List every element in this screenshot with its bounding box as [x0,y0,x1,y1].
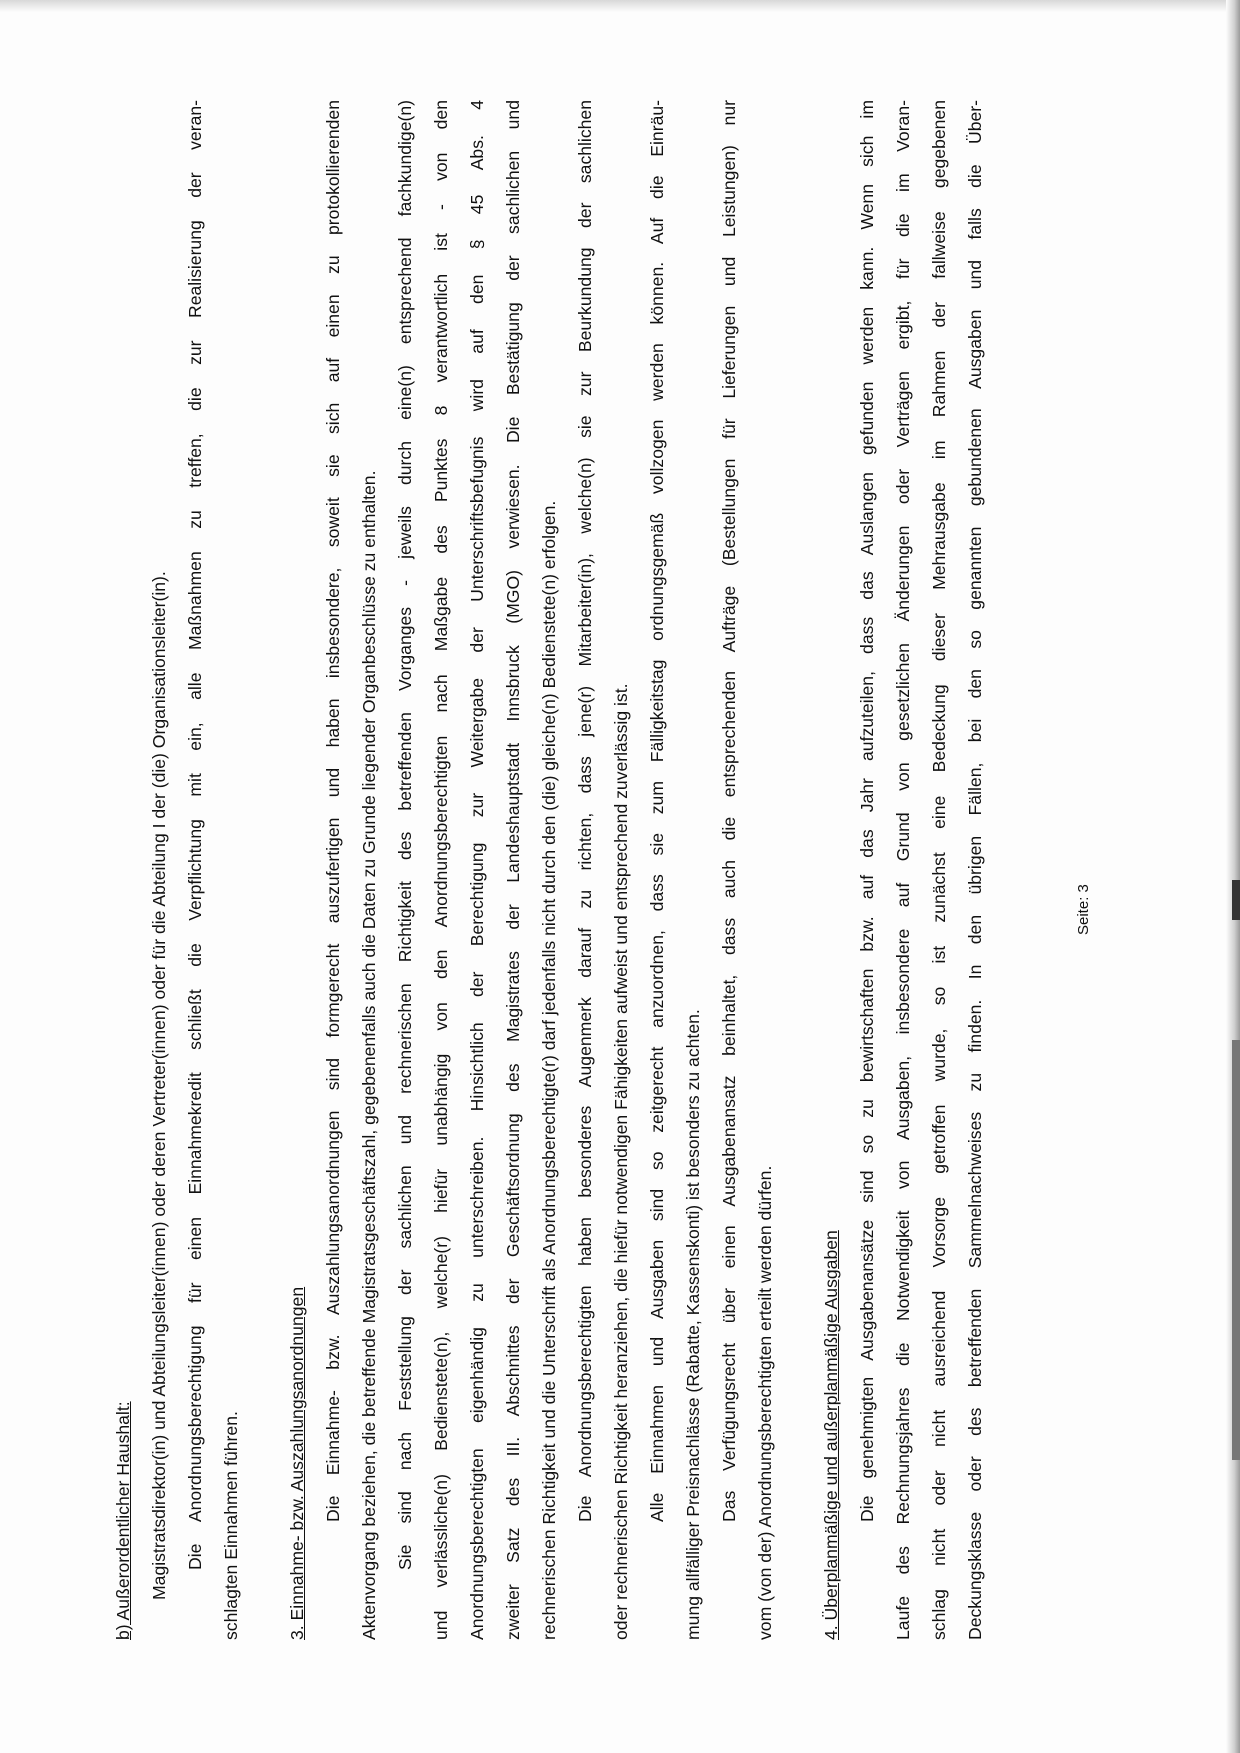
paragraph-line: Laufe des Rechnungsjahres die Notwendigkeit von Ausgaben, insbesondere auf Grund von gesetzlichen Änderungen oder Verträgen ergibt, für die im Voran- [893,100,913,1640]
section-heading-einnahme-auszahlungsanordnungen: 3. Einnahme- bzw. Auszahlungsanordnungen [287,1286,307,1640]
paragraph-line: Die Anordnungsberechtigten haben besonderes Augenmerk darauf zu richten, dass jene(r) Mitarbeiter(in), welche(n) sie zur Beurkundung der sachlichen [575,100,595,1522]
paragraph-line: Das Verfügungsrecht über einen Ausgabenansatz beinhaltet, dass auch die entsprechenden Aufträge (Bestellungen für Lieferungen und Leistungen) nur [719,100,739,1522]
paragraph-line: Anordnungsberechtigten eigenhändig zu unterschreiben. Hinsichtlich der Berechtigung zur Weitergabe der Unterschriftsbefugnis wird auf den § 45 Abs. 4 [467,100,487,1640]
paragraph-line: schlagten Einnahmen führen. [221,1411,241,1640]
paragraph-line: Die Einnahme- bzw. Auszahlungsanordnungen sind formgerecht auszufertigen und haben insbesondere, soweit sie sich auf einen zu protokollierenden [323,100,343,1522]
scan-edge-right [1226,0,1240,1753]
paragraph-line: rechnerischen Richtigkeit und die Unterschrift als Anordnungsberechtigte(r) darf jedenfalls nicht durch den (die) gleiche(n) Bedienstete(n) erfolgen. [539,500,559,1640]
paragraph-line: vom (von der) Anordnungsberechtigten erteilt werden dürfen. [755,1165,775,1640]
paragraph-line: Sie sind nach Feststellung der sachlichen und rechnerischen Richtigkeit des betreffenden Vorganges - jeweils durch eine(n) entsprechend fachkundige(n) [395,100,415,1570]
paragraph-line: oder rechnerischen Richtigkeit heranziehen, die hiefür notwendigen Fähigkeiten aufweist und entsprechend zuverlässig ist. [611,683,631,1640]
section-heading-ueberplanmaessige-ausgaben: 4. Überplanmäßige und außerplanmäßige Ausgaben [821,1230,841,1640]
document-body [105,100,1145,1640]
paragraph-line: zweiter Satz des III. Abschnittes der Geschäftsordnung des Magistrates der Landeshauptstadt Innsbruck (MGO) verwiesen. Die Bestätigung der sachlichen und [503,100,523,1640]
paragraph-line: Die genehmigten Ausgabenansätze sind so zu bewirtschaften bzw. auf das Jahr aufzuteilen, dass das Auslangen gefunden werden kann. Wenn sich im [857,100,877,1522]
paragraph-line: schlag nicht oder nicht ausreichend Vorsorge getroffen wurde, so ist zunächst eine Bedeckung dieser Mehrausgabe im Rahmen der fallweise gegebenen [929,100,949,1640]
paragraph-line: Die Anordnungsberechtigung für einen Einnahmekredit schließt die Verpflichtung mit ein, alle Maßnahmen zu treffen, die zur Realisierung der veran- [185,100,205,1570]
binder-mark [1232,880,1240,920]
paragraph-line: Aktenvorgang beziehen, die betreffende Magistratsgeschäftszahl, gegebenenfalls auch die Daten zu Grunde liegender Organbeschlüsse zu enthalten. [359,470,379,1640]
scan-edge-top [0,0,1240,12]
section-heading-ausserordentlicher-haushalt: b) Außerordentlicher Haushalt: [113,1401,133,1640]
paragraph-line: und verlässliche(n) Bedienstete(n), welche(r) hiefür unabhängig von den Anordnungsberechtigten nach Maßgabe des Punktes 8 verantwortlich ist - von den [431,100,451,1640]
paragraph-line: mung allfälliger Preisnachlässe (Rabatte, Kassenskonti) ist besonders zu achten. [683,1009,703,1640]
paragraph-line: Deckungsklasse oder des betreffenden Sammelnachweises zu finden. In den übrigen Fällen, bei den so genannten gebundenen Ausgaben und falls die Über- [965,100,985,1640]
paragraph-line: Alle Einnahmen und Ausgaben sind so zeitgerecht anzuordnen, dass sie zum Fälligkeitstag ordnungsgemäß vollzogen werden können. Auf die Einräu- [647,100,667,1522]
page-number: Seite: 3 [1075,884,1092,935]
paragraph-line: Magistratsdirektor(in) und Abteilungsleiter(innen) oder deren Vertreter(innen) oder für die Abteilung I der (die) Organisationsleiter(in). [149,571,169,1600]
binder-shadow [1232,1040,1240,1460]
